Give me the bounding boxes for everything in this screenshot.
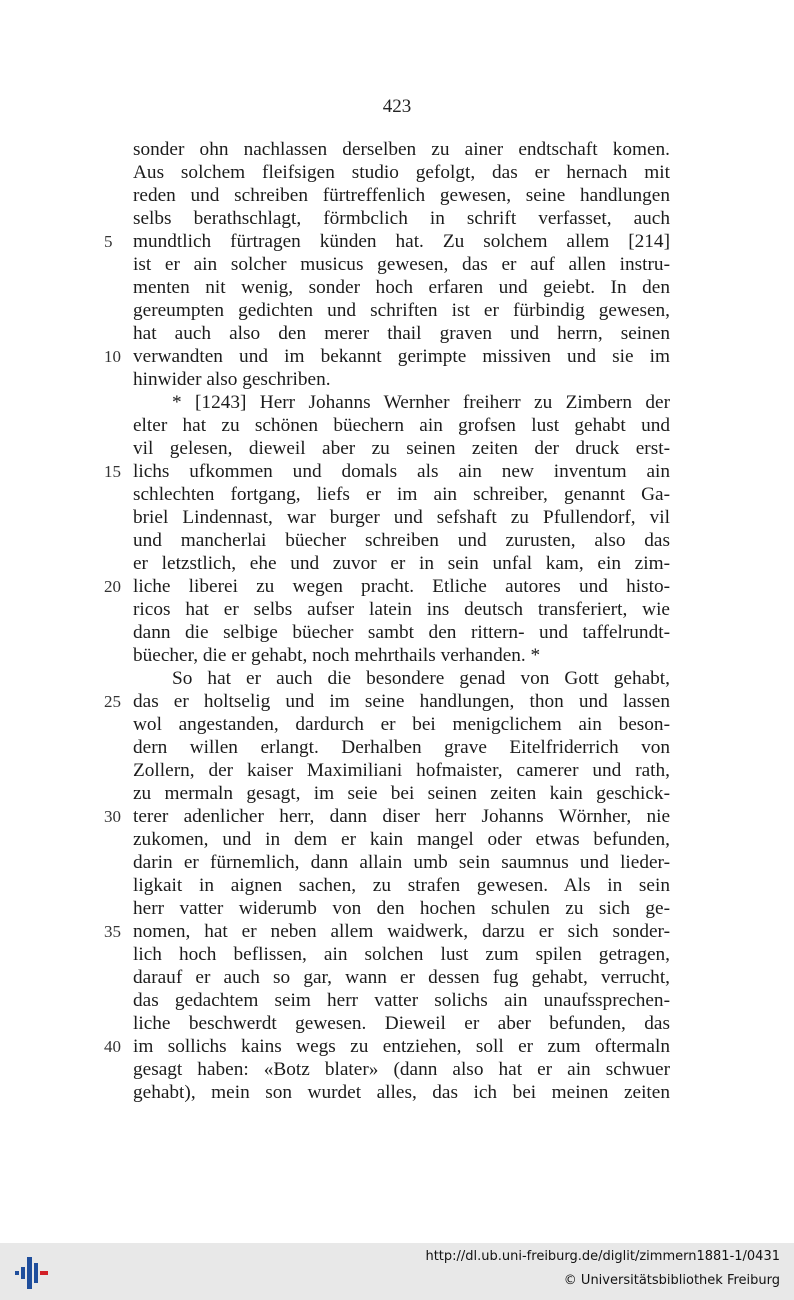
text-line: ricos hat er selbs aufser latein ins deutsch transferiert, wie	[133, 599, 670, 620]
text-line: zu mermaln gesagt, im seie bei seinen zeiten kain geschick-	[133, 783, 670, 804]
text-line: ist er ain solcher musicus gewesen, das er auf allen instru-	[133, 254, 670, 275]
text-line: elter hat zu schönen büechern ain grofsen lust gehabt und	[133, 415, 670, 436]
ub-freiburg-logo-icon[interactable]	[12, 1253, 52, 1293]
text-line: gereumpten gedichten und schriften ist er fürbindig gewesen,	[133, 300, 670, 321]
text-line: zukomen, und in dem er kain mangel oder etwas befunden,	[133, 829, 670, 850]
text-line: reden und schreiben fürtreffenlich gewesen, seine handlungen	[133, 185, 670, 206]
text-line: ligkait in aignen sachen, zu strafen gewesen. Als in sein	[133, 875, 670, 896]
text-line: Zollern, der kaiser Maximiliani hofmaister, camerer und rath,	[133, 760, 670, 781]
text-line: menten nit wenig, sonder hoch erfaren und geiebt. In den	[133, 277, 670, 298]
line-number: 40	[104, 1037, 121, 1056]
line-number: 25	[104, 692, 121, 711]
text-line: wol angestanden, dardurch er bei menigclichem ain beson-	[133, 714, 670, 735]
copyright-notice: © Universitätsbibliothek Freiburg	[563, 1273, 780, 1288]
text-line: nomen, hat er neben allem waidwerk, darzu er sich sonder-	[133, 921, 670, 942]
source-url-link[interactable]: http://dl.ub.uni-freiburg.de/diglit/zimmern1881-1/0431	[425, 1249, 780, 1264]
text-line: mundtlich fürtragen künden hat. Zu solchem allem [214]	[133, 231, 670, 252]
text-line: und mancherlai büecher schreiben und zurusten, also das	[133, 530, 670, 551]
text-line: gesagt haben: «Botz blater» (dann also hat er ain schwuer	[133, 1059, 670, 1080]
line-number: 15	[104, 462, 121, 481]
text-line: gehabt), mein son wurdet alles, das ich bei meinen zeiten	[133, 1082, 670, 1103]
text-line: darauf er auch so gar, wann er dessen fug gehabt, verrucht,	[133, 967, 670, 988]
text-line: hat auch also den merer thail graven und herrn, seinen	[133, 323, 670, 344]
text-line: dern willen erlangt. Derhalben grave Eitelfriderrich von	[133, 737, 670, 758]
text-line: herr vatter widerumb von den hochen schulen zu sich ge-	[133, 898, 670, 919]
text-line: im sollichs kains wegs zu entziehen, soll er zum oftermaln	[133, 1036, 670, 1057]
text-line: darin er fürnemlich, dann allain umb sein saumnus und lieder-	[133, 852, 670, 873]
text-line: * [1243] Herr Johanns Wernher freiherr zu Zimbern der	[172, 392, 670, 413]
page-number: 423	[382, 96, 412, 117]
text-line: sonder ohn nachlassen derselben zu ainer endtschaft komen.	[133, 139, 670, 160]
text-line: dann die selbige büecher sambt den rittern- und taffelrundt-	[133, 622, 670, 643]
text-line: lich hoch beflissen, ain solchen lust zum spilen getragen,	[133, 944, 670, 965]
line-number: 30	[104, 807, 121, 826]
line-number: 35	[104, 922, 121, 941]
text-line: Aus solchem fleifsigen studio gefolgt, das er hernach mit	[133, 162, 670, 183]
text-line: büecher, die er gehabt, noch mehrthails verhanden. *	[133, 645, 541, 666]
text-line: briel Lindennast, war burger und sefshaft zu Pfullendorf, vil	[133, 507, 670, 528]
text-line: lichs ufkommen und domals als ain new inventum ain	[133, 461, 670, 482]
text-line: er letzstlich, ehe und zuvor er in sein unfal kam, ein zim-	[133, 553, 670, 574]
text-line: So hat er auch die besondere genad von Gott gehabt,	[172, 668, 670, 689]
line-number: 5	[104, 232, 113, 251]
text-line: vil gelesen, dieweil aber zu seinen zeiten der druck erst-	[133, 438, 670, 459]
line-number: 20	[104, 577, 121, 596]
footer-bar	[0, 1243, 794, 1300]
text-line: das gedachtem seim herr vatter solichs ain unaufssprechen-	[133, 990, 670, 1011]
text-line: hinwider also geschriben.	[133, 369, 331, 390]
text-line: selbs berathschlagt, förmbclich in schrift verfasset, auch	[133, 208, 670, 229]
text-line: liche liberei zu wegen pracht. Etliche autores und histo-	[133, 576, 670, 597]
text-line: schlechten fortgang, liefs er im ain schreiber, genannt Ga-	[133, 484, 670, 505]
text-line: das er holtselig und im seine handlungen, thon und lassen	[133, 691, 670, 712]
line-number: 10	[104, 347, 121, 366]
text-line: verwandten und im bekannt gerimpte missiven und sie im	[133, 346, 670, 367]
text-line: terer adenlicher herr, dann diser herr Johanns Wörnher, nie	[133, 806, 670, 827]
text-line: liche beschwerdt gewesen. Dieweil er aber befunden, das	[133, 1013, 670, 1034]
